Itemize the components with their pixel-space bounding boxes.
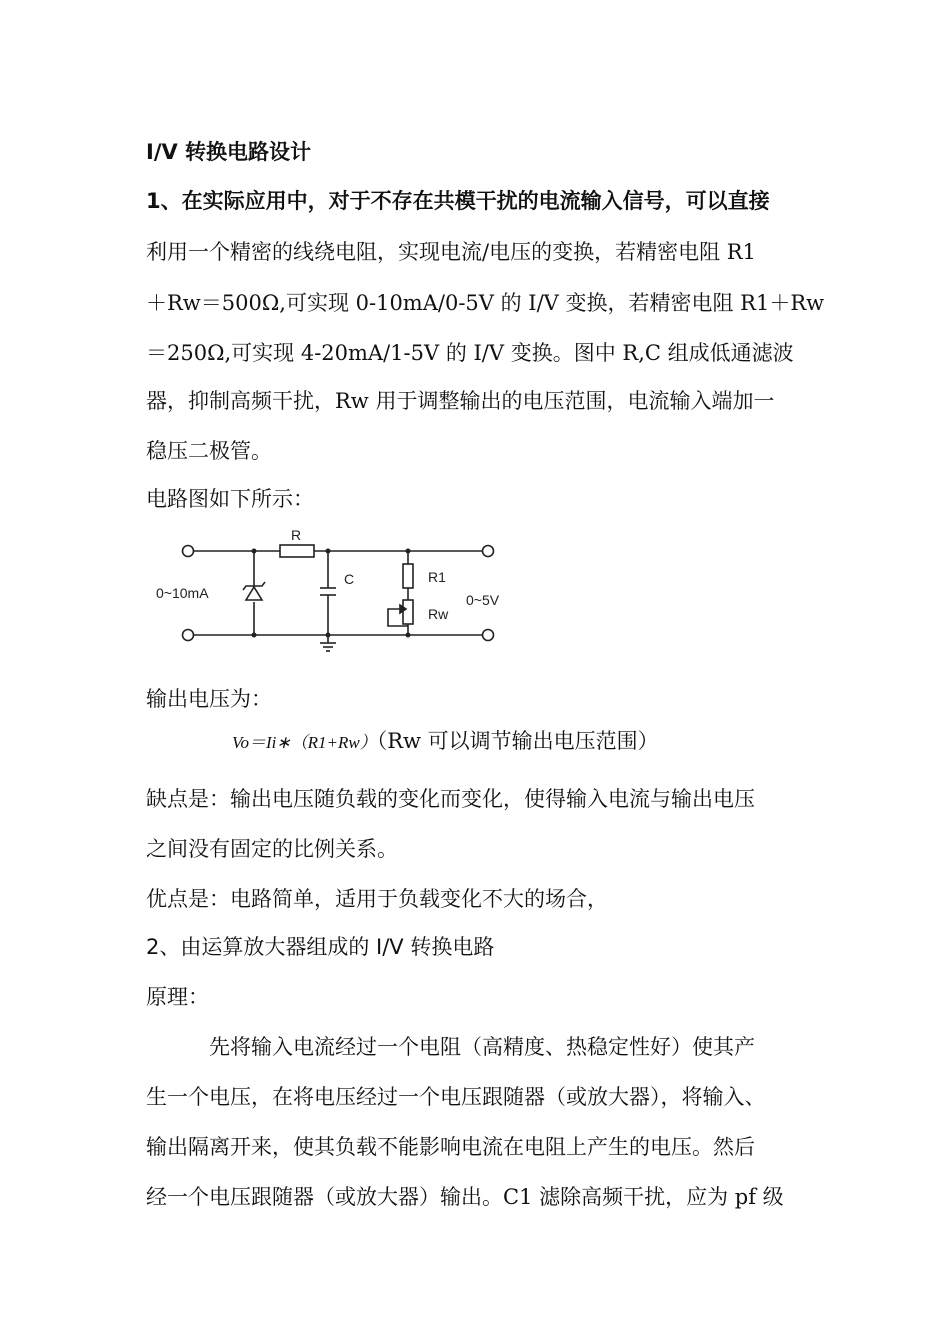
page-title: I/V 转换电路设计	[146, 140, 312, 164]
principle-label: 原理：	[146, 985, 209, 1009]
section1-line-1-text: 1、在实际应用中，对于不存在共模干扰的电流输入信号，可以直接	[146, 189, 770, 213]
output-formula-line	[232, 726, 659, 758]
input-current-label: 0~10mA	[156, 585, 209, 601]
section1-line-3: ＋Rw＝500Ω,可实现 0-10mA/0-5V 的 I/V 变换，若精密电阻 R1＋Rw	[146, 291, 825, 315]
disadvantage-line-1: 缺点是：输出电压随负载的变化而变化，使得输入电流与输出电压	[146, 787, 755, 811]
circuit-diagram	[150, 524, 535, 664]
c-label: C	[344, 571, 355, 587]
principle-line-1: 先将输入电流经过一个电阻（高精度、热稳定性好）使其产	[209, 1035, 755, 1059]
output-voltage-heading: 输出电压为：	[146, 687, 272, 711]
section1-line-2: 利用一个精密的线绕电阻，实现电流/电压的变换，若精密电阻 R1	[146, 240, 756, 264]
section1-line-5: 器，抑制高频干扰，Rw 用于调整输出的电压范围，电流输入端加一	[146, 389, 775, 413]
r1-label: R1	[428, 569, 446, 585]
disadvantage-line-2: 之间没有固定的比例关系。	[146, 837, 398, 861]
circuit-intro: 电路图如下所示：	[146, 487, 314, 511]
section2-heading: 2、由运算放大器组成的 I/V 转换电路	[146, 935, 495, 959]
r-label: R	[291, 527, 302, 543]
section1-line-4: ＝250Ω,可实现 4-20mA/1-5V 的 I/V 变换。图中 R,C 组成低通滤波	[146, 341, 794, 365]
principle-line-2: 生一个电压，在将电压经过一个电压跟随器（或放大器），将输入、	[146, 1085, 766, 1109]
output-formula: Vo＝Ii∗（R1+Rw）	[232, 733, 377, 752]
rw-label: Rw	[428, 606, 449, 622]
principle-line-3: 输出隔离开来，使其负载不能影响电流在电阻上产生的电压。然后	[146, 1135, 755, 1159]
section1-line-6: 稳压二极管。	[146, 439, 272, 463]
principle-line-4: 经一个电压跟随器（或放大器）输出。C1 滤除高频干扰，应为 pf 级	[146, 1185, 784, 1209]
output-voltage-label: 0~5V	[466, 592, 500, 608]
formula-note: （Rw 可以调节输出电压范围）	[376, 729, 659, 753]
section1-line-1	[146, 186, 770, 216]
advantage-text: 优点是：电路简单，适用于负载变化不大的场合，	[146, 887, 608, 911]
